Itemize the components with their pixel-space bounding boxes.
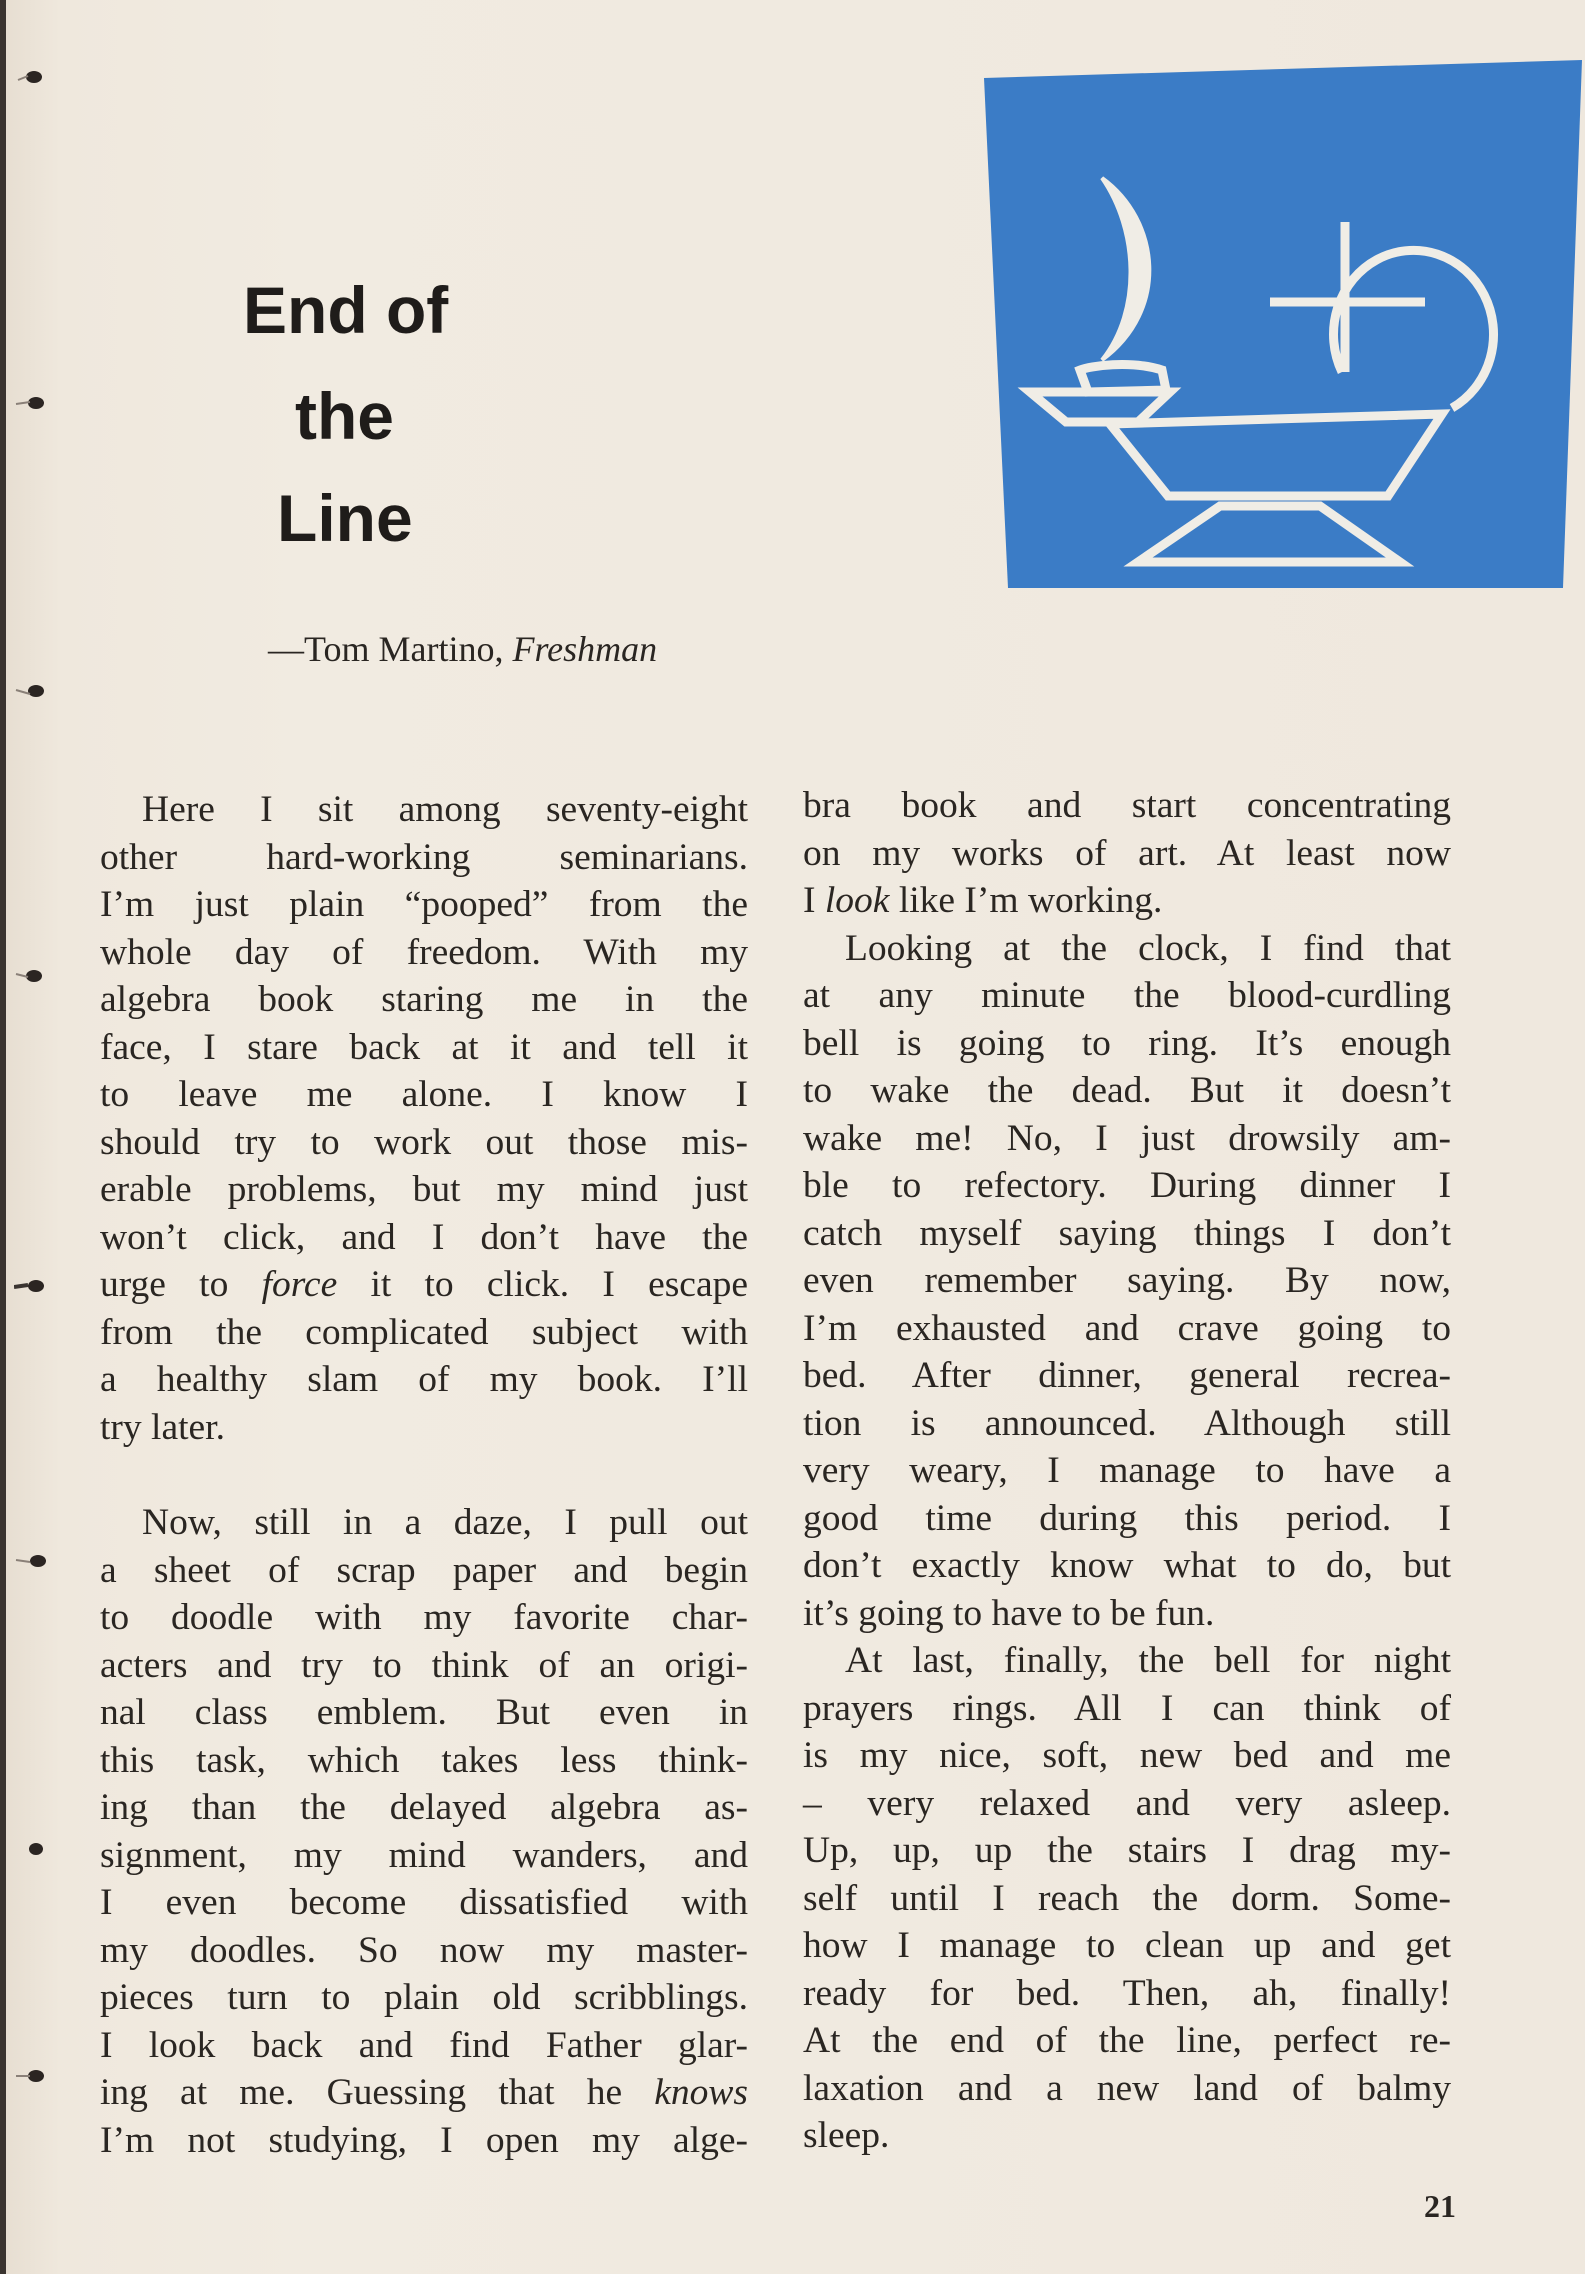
text-line: I look back and find Father glar- (100, 2024, 748, 2066)
text-line: my doodles. So now my master- (100, 1929, 748, 1971)
punch-hole-3 (14, 680, 48, 702)
text-line: nal class emblem. But even in (100, 1692, 748, 1733)
text-line: Up, up, up the stairs I drag my- (803, 1830, 1451, 1871)
text-line: algebra book staring me in the (100, 979, 748, 1020)
text-line: try later. (100, 1406, 225, 1448)
lamp-illustration (970, 60, 1585, 620)
text-line: bra book and start concentrating (803, 785, 1451, 826)
text-line: ing at me. Guessing that he knows (100, 2072, 748, 2113)
text-line: At last, finally, the bell for night (845, 1640, 1451, 1681)
text-line: bell is going to ring. It’s enough (803, 1022, 1451, 1064)
text-line: ble to refectory. During dinner I (803, 1165, 1451, 1206)
text-line: whole day of freedom. With my (100, 931, 748, 973)
text-line: I look like I’m working. (803, 880, 1163, 921)
text-line: prayers rings. All I can think of (803, 1687, 1451, 1729)
text-line: is my nice, soft, new bed and me (803, 1735, 1451, 1776)
text-line: very weary, I manage to have a (803, 1450, 1451, 1491)
byline-author: —Tom Martino, (268, 629, 513, 669)
text-line: I even become dissatisfied with (100, 1882, 748, 1923)
text-line: this task, which takes less think- (100, 1739, 748, 1781)
text-line: don’t exactly know what to do, but (803, 1545, 1451, 1586)
text-line: how I manage to clean up and get (803, 1925, 1451, 1966)
text-line: wake me! No, I just drowsily am- (803, 1117, 1451, 1159)
text-line: erable problems, but my mind just (100, 1169, 748, 1210)
byline (268, 628, 657, 670)
text-line: ing than the delayed algebra as- (100, 1787, 748, 1828)
punch-hole-6 (14, 1550, 48, 1572)
punch-hole-1 (14, 66, 48, 88)
text-line: I’m not studying, I open my alge- (100, 2119, 748, 2161)
text-line: pieces turn to plain old scribblings. (100, 1977, 748, 2018)
text-line: even remember saying. By now, (803, 1260, 1451, 1301)
text-line: self until I reach the dorm. Some- (803, 1877, 1451, 1919)
page-number: 21 (1424, 2188, 1456, 2224)
text-line: a healthy slam of my book. I’ll (100, 1359, 748, 1400)
column-left (100, 786, 748, 2164)
text-line: catch myself saying things I don’t (803, 1212, 1451, 1254)
text-line: acters and try to think of an origi- (100, 1644, 748, 1686)
text-line: from the complicated subject with (100, 1311, 748, 1353)
text-line: to leave me alone. I know I (100, 1074, 748, 1115)
text-line: signment, my mind wanders, and (100, 1834, 748, 1876)
punch-hole-5 (14, 1275, 48, 1297)
text-line: a sheet of scrap paper and begin (100, 1549, 748, 1591)
text-line: won’t click, and I don’t have the (100, 1216, 748, 1258)
punch-hole-4 (14, 965, 48, 987)
article-title-line-2: the (295, 379, 394, 453)
text-line: – very relaxed and very asleep. (803, 1782, 1451, 1824)
text-line: urge to force it to click. I escape (100, 1264, 748, 1305)
text-line: At the end of the line, perfect re- (803, 2020, 1451, 2061)
text-line: I’m exhausted and crave going to (803, 1307, 1451, 1349)
column-right (803, 782, 1451, 2160)
punch-hole-8 (14, 2065, 48, 2087)
text-line: to doodle with my favorite char- (100, 1597, 748, 1638)
article-title-line-1: End of (243, 273, 449, 347)
text-line: ready for bed. Then, ah, finally! (803, 1972, 1451, 2014)
text-line: at any minute the blood-curdling (803, 975, 1451, 1016)
byline-role: Freshman (512, 629, 658, 669)
article-title-line-3: Line (277, 481, 413, 555)
text-line: laxation and a new land of balmy (803, 2067, 1451, 2109)
text-line: Now, still in a daze, I pull out (142, 1502, 748, 1543)
text-line: face, I stare back at it and tell it (100, 1026, 748, 1068)
text-line: other hard-working seminarians. (100, 836, 748, 878)
text-line: sleep. (803, 2115, 890, 2156)
text-line: Looking at the clock, I find that (845, 927, 1451, 969)
punch-hole-7 (14, 1838, 48, 1860)
binding-edge (0, 0, 6, 2274)
text-line: it’s going to have to be fun. (803, 1592, 1215, 1634)
text-line: bed. After dinner, general recrea- (803, 1355, 1451, 1396)
text-line: to wake the dead. But it doesn’t (803, 1070, 1451, 1111)
text-line: I’m just plain “pooped” from the (100, 884, 748, 925)
text-line: tion is announced. Although still (803, 1402, 1451, 1444)
punch-hole-2 (14, 392, 48, 414)
text-line: on my works of art. At least now (803, 832, 1451, 874)
text-line: good time during this period. I (803, 1497, 1451, 1539)
text-line: Here I sit among seventy-eight (142, 789, 748, 830)
text-line: should try to work out those mis- (100, 1121, 748, 1163)
